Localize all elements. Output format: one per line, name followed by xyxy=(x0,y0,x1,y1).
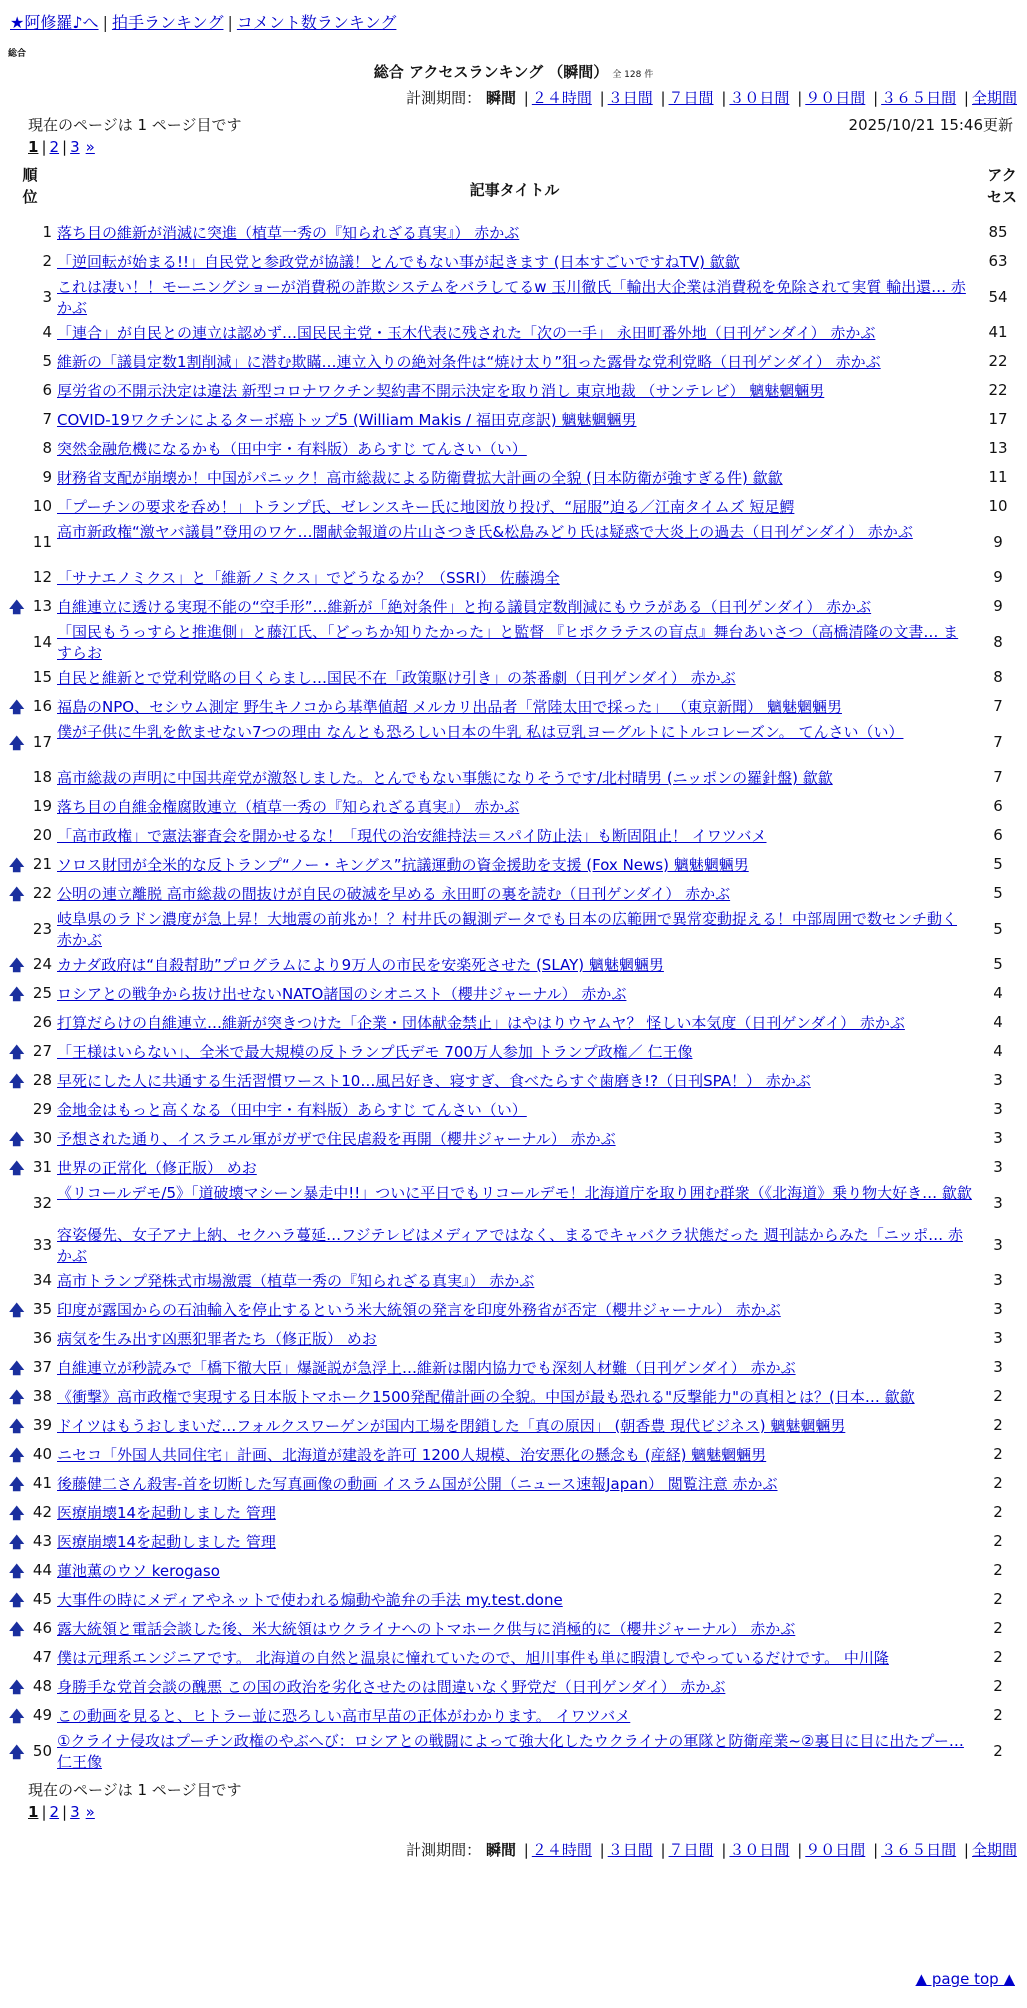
comment-ranking-link[interactable]: コメント数ランキング xyxy=(236,13,397,32)
access-count: 5 xyxy=(993,955,1003,973)
period-90d-link[interactable]: ９０日間 xyxy=(805,89,866,107)
period-365d-link[interactable]: ３６５日間 xyxy=(881,89,957,107)
table-row xyxy=(0,622,1027,664)
article-title-link[interactable]: 高市新政権“激ヤバ議員”登用のワケ…闇献金報道の片山さつき氏&松島みどり氏は疑惑で大炎上の過去（日刊ゲンダイ） 赤かぶ xyxy=(57,523,913,541)
category-label: 総合 xyxy=(8,49,27,59)
access-count: 6 xyxy=(993,797,1003,815)
table-row xyxy=(0,693,1027,722)
rank-number: 22 xyxy=(32,884,52,902)
rank-number: 8 xyxy=(42,439,52,457)
rank-up-arrow-icon: 🡅 xyxy=(9,956,25,974)
access-count: 5 xyxy=(993,919,1003,938)
rank-up-arrow-icon: 🡅 xyxy=(9,733,25,752)
rank-number: 13 xyxy=(32,597,52,615)
article-title-link[interactable]: 僕は元理系エンジニアです。 北海道の自然と温泉に憧れていたので、旭川事件も単に暇潰しでやっているだけです。 中川隆 xyxy=(57,1649,889,1667)
access-count: 3 xyxy=(993,1129,1003,1147)
period-7d-link[interactable]: ７日間 xyxy=(668,89,714,107)
period-selector-top: 計測期間： 瞬間 | ２４時間 | ３日間 | ７日間 | ３０日間 | ９０日間 | ３６５日間 | 全期間 xyxy=(406,89,1017,107)
access-count: 3 xyxy=(993,1193,1003,1212)
rank-number: 43 xyxy=(32,1532,52,1550)
article-title-link[interactable]: この動画を見ると、ヒトラー並に恐ろしい高市早苗の正体がわかります。 イワツバメ xyxy=(57,1707,631,1725)
rank-up-arrow-icon: 🡅 xyxy=(9,1359,25,1377)
table-row xyxy=(0,1154,1027,1183)
table-row xyxy=(0,1267,1027,1296)
rank-up-arrow-icon: 🡅 xyxy=(9,1562,25,1580)
pager-bottom: 1 | 2 | 3 » xyxy=(28,1803,95,1821)
rank-up-arrow-icon: 🡅 xyxy=(9,885,25,903)
table-row xyxy=(0,319,1027,348)
rank-number: 48 xyxy=(32,1677,52,1695)
rank-up-arrow-icon: 🡅 xyxy=(9,856,25,874)
access-count: 63 xyxy=(988,252,1008,270)
article-title-link[interactable]: 維新の「議員定数1割削減」に潜む欺瞞…連立入りの絶対条件は“焼け太り”狙った露骨な党利党略（日刊ゲンダイ） 赤かぶ xyxy=(57,353,881,371)
rank-number: 16 xyxy=(32,697,52,715)
access-count: 5 xyxy=(993,855,1003,873)
home-link[interactable]: ★阿修羅♪へ xyxy=(10,13,99,32)
article-title-link[interactable]: 身勝手な党首会談の醜悪 この国の政治を劣化させたのは間違いなく野党だ（日刊ゲンダイ） 赤かぶ xyxy=(57,1678,726,1696)
rank-up-arrow-icon: 🡅 xyxy=(9,1620,25,1638)
table-row xyxy=(0,1586,1027,1615)
table-row xyxy=(0,822,1027,851)
article-title-link[interactable]: 病気を生み出す凶悪犯罪者たち（修正版） めお xyxy=(57,1330,377,1348)
period-current: 瞬間 xyxy=(485,89,516,107)
access-count: 2 xyxy=(993,1532,1003,1550)
table-row xyxy=(0,722,1027,764)
pager-page-3[interactable]: 3 xyxy=(70,138,80,156)
rank-number: 2 xyxy=(42,252,52,270)
table-row xyxy=(0,1296,1027,1325)
table-row xyxy=(0,1038,1027,1067)
table-row xyxy=(0,1096,1027,1125)
table-row xyxy=(0,880,1027,909)
article-title-link[interactable]: 突然金融危機になるかも（田中宇・有料版）あらすじ てんさい（い） xyxy=(57,440,527,458)
rank-up-arrow-icon: 🡅 xyxy=(9,1301,25,1319)
article-title-link[interactable]: 蓮池薫のウソ kerogaso xyxy=(57,1562,220,1580)
access-count: 3 xyxy=(993,1158,1003,1176)
table-row xyxy=(0,493,1027,522)
rank-number: 50 xyxy=(32,1741,52,1760)
access-count: 2 xyxy=(993,1648,1003,1666)
page-title xyxy=(0,61,1027,82)
rank-up-arrow-icon: 🡅 xyxy=(9,1130,25,1148)
rank-number: 35 xyxy=(32,1300,52,1318)
period-365d-link[interactable]: ３６５日間 xyxy=(881,1841,957,1859)
updated-time: 2025/10/21 15:46更新 xyxy=(848,116,1013,134)
access-count: 3 xyxy=(993,1271,1003,1289)
table-row xyxy=(0,1354,1027,1383)
access-count: 7 xyxy=(993,768,1003,786)
article-title-link[interactable]: ロシアとの戦争から抜け出せないNATO諸国のシオニスト（櫻井ジャーナル） 赤かぶ xyxy=(57,985,627,1003)
article-title-link[interactable]: COVID-19ワクチンによるターボ癌トップ5 (William Makis / 福田克彦訳) 魑魅魍魎男 xyxy=(57,411,637,429)
rank-number: 24 xyxy=(32,955,52,973)
rank-number: 28 xyxy=(32,1071,52,1089)
article-title-link[interactable]: 「国民もうっすらと推進側」と藤江氏、「どっちか知りたかった」と監督 『ヒポクラテスの盲点』舞台あいさつ（高橋清隆の文書… ますらお xyxy=(57,623,959,662)
rank-number: 3 xyxy=(42,287,52,306)
rank-number: 41 xyxy=(32,1474,52,1492)
page-top-link[interactable]: ▲ page top ▲ xyxy=(915,1970,1015,1988)
period-30d-link[interactable]: ３０日間 xyxy=(729,89,790,107)
header-access: アクセス xyxy=(986,166,1017,206)
article-title-link[interactable]: 「プーチンの要求を呑め！」トランプ氏、ゼレンスキー氏に地図放り投げ、“屈服”迫る／江南タイムズ 短足鰐 xyxy=(57,498,795,516)
access-count: 6 xyxy=(993,826,1003,844)
rank-number: 9 xyxy=(42,468,52,486)
rank-up-arrow-icon: 🡅 xyxy=(9,598,25,616)
clap-ranking-link[interactable]: 拍手ランキング xyxy=(111,13,224,32)
rank-up-arrow-icon: 🡅 xyxy=(9,1417,25,1435)
period-current: 瞬間 xyxy=(485,1841,516,1859)
access-count: 3 xyxy=(993,1071,1003,1089)
article-title-link[interactable]: 予想された通り、イスラエル軍がガザで住民虐殺を再開（櫻井ジャーナル） 赤かぶ xyxy=(57,1130,616,1148)
rank-number: 37 xyxy=(32,1358,52,1376)
access-count: 7 xyxy=(993,697,1003,715)
period-24h-link[interactable]: ２４時間 xyxy=(531,89,592,107)
article-title-link[interactable]: 落ち目の自維金権腐敗連立（植草一秀の『知られざる真実』） 赤かぶ xyxy=(57,798,520,816)
article-title-link[interactable]: 岐阜県のラドン濃度が急上昇！大地震の前兆か！？村井氏の観測データでも日本の広範囲で異常変動捉える！中部周囲で数センチ動く 赤かぶ xyxy=(57,910,958,949)
rank-number: 25 xyxy=(32,984,52,1002)
access-count: 4 xyxy=(993,984,1003,1002)
access-count: 3 xyxy=(993,1358,1003,1376)
ranking-title: 総合 アクセスランキング （瞬間） xyxy=(373,63,609,81)
access-count: 10 xyxy=(988,497,1008,515)
rank-number: 14 xyxy=(32,632,52,651)
rank-up-arrow-icon: 🡅 xyxy=(9,1475,25,1493)
table-row xyxy=(0,464,1027,493)
rank-number: 20 xyxy=(32,826,52,844)
table-row xyxy=(0,1067,1027,1096)
article-title-link[interactable]: ①クライナ侵攻はプーチン政権のやぶへび：ロシアとの戦闘によって強大化したウクライナの軍隊と防衛産業~②裏目に目に出たプー… 仁王像 xyxy=(57,1732,964,1771)
period-90d-link[interactable]: ９０日間 xyxy=(805,1841,866,1859)
period-label: 計測期間： xyxy=(406,89,482,107)
access-count: 3 xyxy=(993,1329,1003,1347)
access-count: 2 xyxy=(993,1387,1003,1405)
table-row xyxy=(0,348,1027,377)
rank-number: 19 xyxy=(32,797,52,815)
pager-next[interactable]: » xyxy=(85,1803,95,1821)
total-count: 全 128 件 xyxy=(612,70,654,80)
access-count: 2 xyxy=(993,1741,1003,1760)
article-title-link[interactable]: ソロス財団が全米的な反トランプ“ノー・キングス”抗議運動の資金援助を支援 (Fox News) 魑魅魍魎男 xyxy=(57,856,749,874)
access-count: 13 xyxy=(988,439,1008,457)
rank-number: 12 xyxy=(32,568,52,586)
table-row xyxy=(0,980,1027,1009)
rank-up-arrow-icon: 🡅 xyxy=(9,1504,25,1522)
rank-number: 7 xyxy=(42,410,52,428)
rank-number: 38 xyxy=(32,1387,52,1405)
article-title-link[interactable]: 財務省支配が崩壊か！中国がパニック！高市総裁による防衛費拡大計画の全貌 (日本防衛が強すぎる件) 歙歙 xyxy=(57,469,783,487)
rank-number: 1 xyxy=(42,223,52,241)
rank-number: 10 xyxy=(32,497,52,515)
article-title-link[interactable]: 金地金はもっと高くなる（田中宇・有料版）あらすじ てんさい（い） xyxy=(57,1101,527,1119)
article-title-link[interactable]: 高市トランプ発株式市場激震（植草一秀の『知られざる真実』） 赤かぶ xyxy=(57,1272,535,1290)
article-title-link[interactable]: 世界の正常化（修正版） めお xyxy=(57,1159,257,1177)
rank-number: 42 xyxy=(32,1503,52,1521)
rank-up-arrow-icon: 🡅 xyxy=(9,1043,25,1061)
rank-number: 44 xyxy=(32,1561,52,1579)
access-count: 2 xyxy=(993,1416,1003,1434)
article-title-link[interactable]: 印度が露国からの石油輸入を停止するという米大統領の発言を印度外務省が否定（櫻井ジャーナル） 赤かぶ xyxy=(57,1301,781,1319)
access-count: 85 xyxy=(988,223,1008,241)
access-count: 2 xyxy=(993,1590,1003,1608)
rank-up-arrow-icon: 🡅 xyxy=(9,985,25,1003)
table-row xyxy=(0,1470,1027,1499)
access-count: 3 xyxy=(993,1100,1003,1118)
access-count: 7 xyxy=(993,732,1003,751)
table-row xyxy=(0,951,1027,980)
article-title-link[interactable]: 落ち目の維新が消滅に突進（植草一秀の『知られざる真実』） 赤かぶ xyxy=(57,224,520,242)
rank-number: 31 xyxy=(32,1158,52,1176)
header-title: 記事タイトル xyxy=(469,181,560,199)
table-row xyxy=(0,406,1027,435)
period-7d-link[interactable]: ７日間 xyxy=(668,1841,714,1859)
rank-number: 5 xyxy=(42,352,52,370)
article-title-link[interactable]: 「サナエノミクス」と「維新ノミクス」でどうなるか？（SSRI） 佐藤鴻全 xyxy=(57,569,560,587)
table-row xyxy=(0,1731,1027,1773)
table-row xyxy=(0,664,1027,693)
article-title-link[interactable]: 「連合」が自民との連立は認めず…国民民主党・玉木代表に残された「次の一手」 永田町番外地（日刊ゲンダイ） 赤かぶ xyxy=(57,324,876,342)
article-title-link[interactable]: ニセコ「外国人共同住宅」計画、北海道が建設を許可 1200人規模、治安悪化の懸念も (産経) 魑魅魍魎男 xyxy=(57,1446,767,1464)
article-title-link[interactable]: 打算だらけの自維連立…維新が突きつけた「企業・団体献金禁止」はやはりウヤムヤ？ 怪しい本気度（日刊ゲンダイ） 赤かぶ xyxy=(57,1014,905,1032)
article-title-link[interactable]: 大事件の時にメディアやネットで使われる煽動や詭弁の手法 my.test.done xyxy=(57,1591,563,1609)
table-row xyxy=(0,1644,1027,1673)
pager-next[interactable]: » xyxy=(85,138,95,156)
rank-up-arrow-icon: 🡅 xyxy=(9,1446,25,1464)
rank-number: 46 xyxy=(32,1619,52,1637)
rank-number: 47 xyxy=(32,1648,52,1666)
pager-page-2[interactable]: 2 xyxy=(49,1803,60,1821)
access-count: 3 xyxy=(993,1300,1003,1318)
article-title-link[interactable]: 厚労省の不開示決定は違法 新型コロナワクチン契約書不開示決定を取り消し 東京地裁 （サンテレビ） 魑魅魍魎男 xyxy=(57,382,825,400)
access-count: 5 xyxy=(993,884,1003,902)
rank-number: 11 xyxy=(32,532,52,551)
rank-up-arrow-icon: 🡅 xyxy=(9,1388,25,1406)
table-row xyxy=(0,793,1027,822)
period-label: 計測期間： xyxy=(406,1841,482,1859)
table-row xyxy=(0,1499,1027,1528)
access-count: 8 xyxy=(993,632,1003,651)
rank-number: 26 xyxy=(32,1013,52,1031)
article-title-link[interactable]: 自維連立に透ける実現不能の“空手形”…維新が「絶対条件」と拘る議員定数削減にもウラがある（日刊ゲンダイ） 赤かぶ xyxy=(57,598,872,616)
rank-up-arrow-icon: 🡅 xyxy=(9,1159,25,1177)
table-row xyxy=(0,1125,1027,1154)
article-title-link[interactable]: 自民と維新とで党利党略の目くらまし…国民不在「政策駆け引き」の茶番劇（日刊ゲンダイ） 赤かぶ xyxy=(57,669,736,687)
table-row xyxy=(0,851,1027,880)
access-count: 9 xyxy=(993,532,1003,551)
article-title-link[interactable]: 高市総裁の声明に中国共産党が激怒しました。とんでもない事態になりそうです/北村晴男 (ニッポンの羅針盤) 歙歙 xyxy=(57,769,833,787)
article-title-link[interactable]: 「逆回転が始まる!!」自民党と参政党が協議！とんでもない事が起きます (日本すごいですねTV) 歙歙 xyxy=(57,253,740,271)
access-count: 54 xyxy=(988,287,1008,306)
rank-up-arrow-icon: 🡅 xyxy=(9,698,25,716)
period-24h-link[interactable]: ２４時間 xyxy=(531,1841,592,1859)
rank-number: 49 xyxy=(32,1706,52,1724)
period-all-link[interactable]: 全期間 xyxy=(971,1841,1017,1859)
article-title-link[interactable]: これは凄い！！モーニングショーが消費税の詐欺システムをバラしてるw 玉川徹氏「輸出大企業は消費税を免除されて実質 輸出還… 赤かぶ xyxy=(57,278,966,317)
table-row xyxy=(0,1441,1027,1470)
table-row xyxy=(0,909,1027,951)
table-row xyxy=(0,1412,1027,1441)
rank-number: 27 xyxy=(32,1042,52,1060)
table-row xyxy=(0,1383,1027,1412)
rank-number: 17 xyxy=(32,732,52,751)
access-count: 2 xyxy=(993,1474,1003,1492)
access-count: 2 xyxy=(993,1706,1003,1724)
period-3d-link[interactable]: ３日間 xyxy=(607,1841,653,1859)
pager-page-3[interactable]: 3 xyxy=(70,1803,80,1821)
article-title-link[interactable]: ドイツはもうおしまいだ…フォルクスワーゲンが国内工場を閉鎖した「真の原因」 (朝香豊 現代ビジネス) 魑魅魍魎男 xyxy=(57,1417,846,1435)
pager-current: 1 xyxy=(28,138,39,156)
table-row xyxy=(0,1673,1027,1702)
access-count: 9 xyxy=(993,597,1003,615)
table-row xyxy=(0,219,1027,248)
rank-up-arrow-icon: 🡅 xyxy=(9,1707,25,1725)
period-all-link[interactable]: 全期間 xyxy=(971,89,1017,107)
current-page-text: 現在のページは 1 ページ目です xyxy=(28,116,242,134)
access-count: 8 xyxy=(993,668,1003,686)
article-title-link[interactable]: 《衝撃》高市政権で実現する日本版トマホーク1500発配備計画の全貌。中国が最も恐れる"反撃能力"の真相とは？(日本… 歙歙 xyxy=(57,1388,915,1406)
current-page-text-bottom: 現在のページは 1 ページ目です xyxy=(28,1781,242,1799)
article-title-link[interactable]: 「王様はいらない」、全米で最大規模の反トランプ氏デモ 700万人参加 トランプ政権／ 仁王像 xyxy=(57,1043,693,1061)
rank-number: 23 xyxy=(32,919,52,938)
table-row xyxy=(0,1557,1027,1586)
article-title-link[interactable]: カナダ政府は“自殺幇助”プログラムにより9万人の市民を安楽死させた (SLAY) 魑魅魍魎男 xyxy=(57,956,664,974)
access-count: 4 xyxy=(993,1013,1003,1031)
rank-number: 18 xyxy=(32,768,52,786)
article-title-link[interactable]: 自維連立が秒読みで「橋下徹大臣」爆誕説が急浮上…維新は閣内協力でも深刻人材難（日刊ゲンダイ） 赤かぶ xyxy=(57,1359,796,1377)
rank-number: 40 xyxy=(32,1445,52,1463)
access-count: 2 xyxy=(993,1619,1003,1637)
table-row xyxy=(0,435,1027,464)
rank-number: 34 xyxy=(32,1271,52,1289)
rank-number: 39 xyxy=(32,1416,52,1434)
table-row xyxy=(0,522,1027,564)
rank-up-arrow-icon: 🡅 xyxy=(9,1591,25,1609)
rank-up-arrow-icon: 🡅 xyxy=(9,1533,25,1551)
rank-number: 33 xyxy=(32,1235,52,1254)
table-row xyxy=(0,764,1027,793)
access-count: 2 xyxy=(993,1561,1003,1579)
table-row xyxy=(0,1702,1027,1731)
article-title-link[interactable]: 露大統領と電話会談した後、米大統領はウクライナへのトマホーク供与に消極的に（櫻井ジャーナル） 赤かぶ xyxy=(57,1620,796,1638)
rank-number: 45 xyxy=(32,1590,52,1608)
header-rank: 順位 xyxy=(22,166,38,206)
table-row xyxy=(0,1225,1027,1267)
period-30d-link[interactable]: ３０日間 xyxy=(729,1841,790,1859)
access-count: 41 xyxy=(988,323,1008,341)
article-title-link[interactable]: 後藤健二さん殺害-首を切断した写真画像の動画 イスラム国が公開（ニュース速報Japan） 閲覧注意 赤かぶ xyxy=(57,1475,778,1493)
access-count: 22 xyxy=(988,352,1008,370)
rank-number: 36 xyxy=(32,1329,52,1347)
table-row xyxy=(0,1325,1027,1354)
rank-number: 30 xyxy=(32,1129,52,1147)
article-title-link[interactable]: 僕が子供に牛乳を飲ませない7つの理由 なんとも恐ろしい日本の牛乳 私は豆乳ヨーグルトにトルコレーズン。 てんさい（い） xyxy=(57,723,904,741)
table-row xyxy=(0,1183,1027,1225)
page-top-link-wrap xyxy=(916,1970,1015,1988)
period-selector-bottom: 計測期間： 瞬間 | ２４時間 | ３日間 | ７日間 | ３０日間 | ９０日間 | ３６５日間 | 全期間 xyxy=(406,1841,1017,1859)
rank-up-arrow-icon: 🡅 xyxy=(9,1072,25,1090)
table-row xyxy=(0,248,1027,277)
pager-page-2[interactable]: 2 xyxy=(49,138,60,156)
article-title-link[interactable]: 「高市政権」で憲法審査会を開かせるな！「現代の治安維持法＝スパイ防止法」も断固阻止！ イワツバメ xyxy=(57,827,767,845)
table-row xyxy=(0,1009,1027,1038)
article-title-link[interactable]: 早死にした人に共通する生活習慣ワースト10…風呂好き、寝すぎ、食べたらすぐ歯磨き!?（日刊SPA！） 赤かぶ xyxy=(57,1072,811,1090)
rank-number: 32 xyxy=(32,1193,52,1212)
access-count: 4 xyxy=(993,1042,1003,1060)
table-row xyxy=(0,564,1027,593)
access-count: 2 xyxy=(993,1677,1003,1695)
nav-separator: | xyxy=(227,13,233,32)
access-count: 2 xyxy=(993,1445,1003,1463)
rank-up-arrow-icon: 🡅 xyxy=(9,1742,25,1761)
article-title-link[interactable]: 容姿優先、女子アナ上納、セクハラ蔓延…フジテレビはメディアではなく、まるでキャバクラ状態だった 週刊誌からみた「ニッポ… 赤かぶ xyxy=(57,1226,963,1265)
access-count: 22 xyxy=(988,381,1008,399)
rank-up-arrow-icon: 🡅 xyxy=(9,1678,25,1696)
article-title-link[interactable]: 《リコールデモ/5》「道破壊マシーン暴走中!!」ついに平日でもリコールデモ！北海道庁を取り囲む群衆（《北海道》乗り物大好き… 歙歙 xyxy=(57,1184,972,1202)
period-3d-link[interactable]: ３日間 xyxy=(607,89,653,107)
access-count: 3 xyxy=(993,1235,1003,1254)
article-title-link[interactable]: 福島のNPO、セシウム測定 野生キノコから基準値超 メルカリ出品者「常陸太田で採った」 （東京新聞） 魑魅魍魎男 xyxy=(57,698,842,716)
rank-number: 29 xyxy=(32,1100,52,1118)
top-nav xyxy=(10,10,396,33)
pager-top: 1 | 2 | 3 » xyxy=(28,138,95,156)
rank-number: 4 xyxy=(42,323,52,341)
article-title-link[interactable]: 医療崩壊14を起動しました 管理 xyxy=(57,1533,276,1551)
access-count: 11 xyxy=(988,468,1008,486)
table-row xyxy=(0,1615,1027,1644)
table-row xyxy=(0,1528,1027,1557)
nav-separator: | xyxy=(102,13,108,32)
table-row xyxy=(0,593,1027,622)
access-count: 9 xyxy=(993,568,1003,586)
rank-number: 21 xyxy=(32,855,52,873)
access-count: 2 xyxy=(993,1503,1003,1521)
article-title-link[interactable]: 医療崩壊14を起動しました 管理 xyxy=(57,1504,276,1522)
table-row xyxy=(0,277,1027,319)
rank-number: 15 xyxy=(32,668,52,686)
rank-number: 6 xyxy=(42,381,52,399)
access-count: 17 xyxy=(988,410,1008,428)
pager-current: 1 xyxy=(28,1803,39,1821)
article-title-link[interactable]: 公明の連立離脱 高市総裁の間抜けが自民の破滅を早める 永田町の裏を読む（日刊ゲンダイ） 赤かぶ xyxy=(57,885,731,903)
table-row xyxy=(0,377,1027,406)
